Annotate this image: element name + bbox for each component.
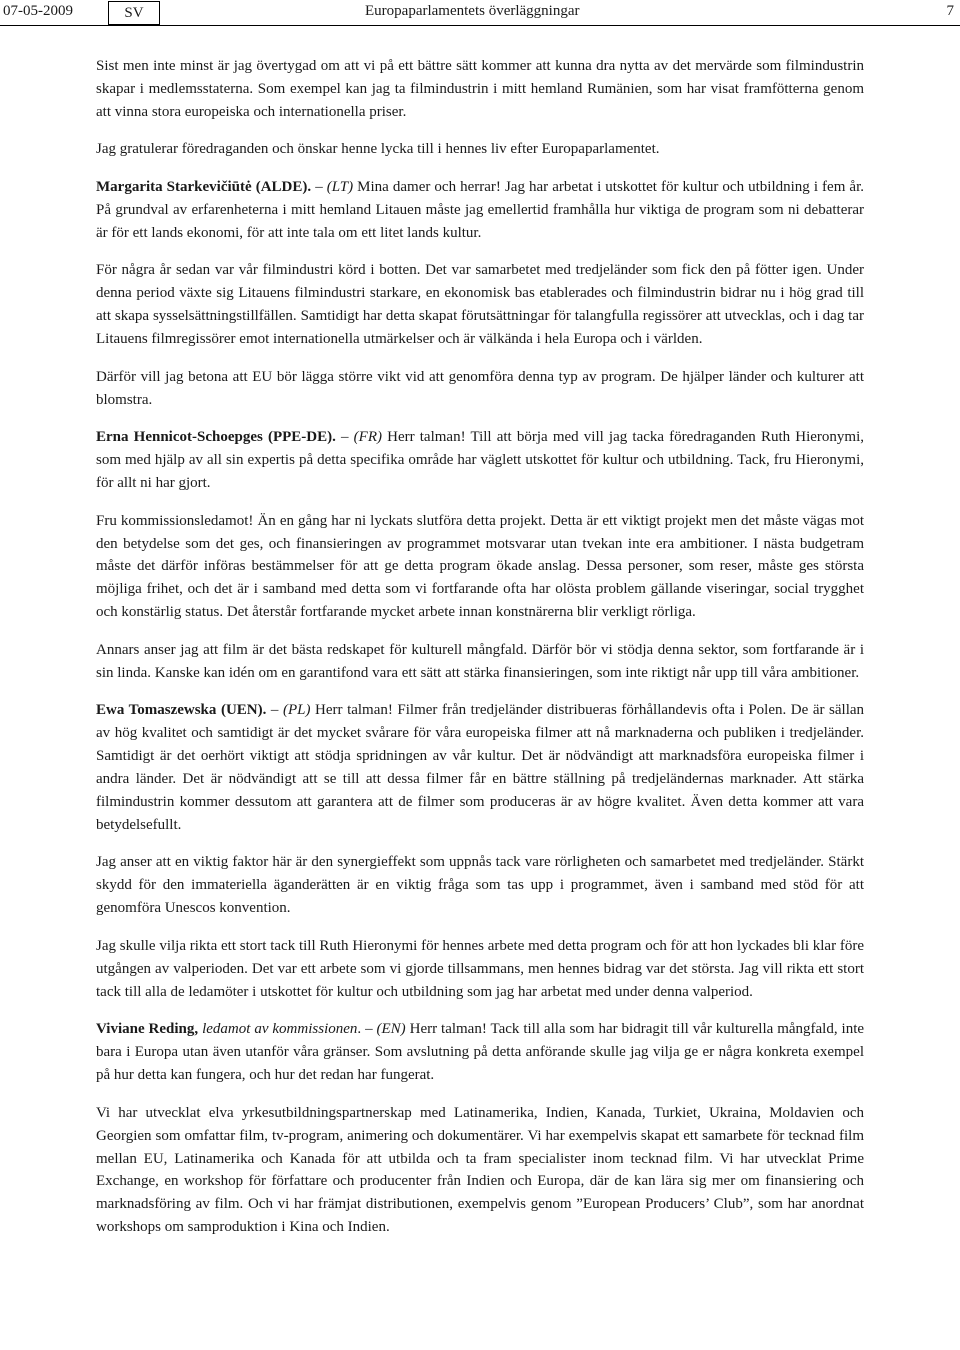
paragraph: För några år sedan var vår filmindustri körd i botten. Det var samarbetet med tredjeländer som fick den på fötter igen. Under denna period växte sig Litauens filmindustri starkare, en ekonomisk bas etablerades och filmindustrin bidrar nu i hög grad till att skapa sysselsättningstillfällen. Samtidigt har detta skapat förutsättningar för talangfulla regissörer att utvecklas, och i dag tar Litauens filmregissörer emot internationella utmärkelser och är välkända i hela Europa och i världen. [96, 262, 864, 348]
speech-paragraph: Ewa Tomaszewska (UEN). – (PL) Herr talman! Filmer från tredjeländer distribueras förhållandevis ofta i Polen. De är sällan av hög kvalitet och samtidigt är det mycket svårare för våra europeiska filmer att nå marknaderna och publiken i tredjeländer. Samtidigt är det oerhört viktigt att stödja spridningen av vår kultur. Det är nödvändigt att marknadsföra europeiska filmer i andra länder. Det är nödvändigt att se till att dessa filmer får en bättre ställning på tredjeländernas marknader. Att stärka filmindustrin kommer dessutom att garantera att de filmer som produceras är av högre kvalitet. Även detta kommer att vara betydelsefullt. [96, 702, 865, 833]
debate-text [96, 55, 864, 1239]
speaker-role: ledamot av kommissionen [198, 1021, 358, 1038]
speaker-name: Margarita Starkevičiūtė (ALDE). [96, 179, 312, 195]
paragraph: Annars anser jag att film är det bästa redskapet för kulturell mångfald. Därför bör vi stödja denna sektor, som fortfarande är i sin linda. Kanske kan idén om en garantifond vara ett sätt att stärka finansieringen, som inte riktigt når upp till våra ambitioner. [96, 641, 864, 681]
page-number: 7 [946, 3, 954, 19]
speaker-name: Ewa Tomaszewska (UEN). [96, 702, 267, 719]
header-title: Europaparlamentets överläggningar [365, 3, 580, 19]
speech-paragraph: Margarita Starkevičiūtė (ALDE). – (LT) Mina damer och herrar! Jag har arbetat i utskottet för kultur och utbildning i fem år. På grundval av erfarenheterna i mitt hemland Litauen måste jag emellertid framhålla hur viktiga de program som ni debatterar är för ett lands ekonomi, för att inte tala om ett litet lands kultur. [96, 179, 865, 241]
paragraph: Jag skulle vilja rikta ett stort tack till Ruth Hieronymi för hennes arbete med detta program och för att hon lyckades bli klar före utgången av valperioden. Det var ett arbete som vi gjorde tillsammans, men hennes bidrag var det största. Jag vill rikta ett stort tack till alla de ledamöter i utskottet för kultur och utbildning som jag har arbetat med under denna valperiod. [96, 937, 864, 1000]
paragraph: Jag gratulerar föredraganden och önskar henne lycka till i hennes liv efter Europaparlamentet. [96, 141, 660, 158]
paragraph: Jag anser att en viktig faktor här är den synergieffekt som uppnås tack vare rörligheten och samarbetet med tredjeländer. Stärkt skydd för den immateriella äganderätten är en viktig fråga som tas upp i programmet, även i samband med stöd för att genomföra Unescos konvention. [96, 854, 864, 917]
header-date: 07-05-2009 [3, 3, 73, 19]
speech-paragraph: Erna Hennicot-Schoepges (PPE-DE). – (FR) Herr talman! Till att börja med vill jag tacka föredraganden Ruth Hieronymi, som med hjälp av all sin expertis på detta specifika område har väglett utskottet för kultur och utbildning. Tack, fru Hieronymi, för allt ni har gjort. [96, 429, 864, 492]
speech-paragraph: Viviane Reding, ledamot av kommissionen. – (EN) Herr talman! Tack till alla som har bidragit till vår kulturella mångfald, inte bara i Europa utan även utanför våra gränser. Som avslutning på detta anförande skulle jag vilja ge er några konkreta exempel på hur detta kan fungera, och hur det redan har fungerat. [96, 1021, 865, 1084]
speaker-name: Viviane Reding, [96, 1021, 199, 1038]
paragraph: Sist men inte minst är jag övertygad om att vi på ett bättre sätt kommer att kunna dra nytta av det mervärde som filmindustrin skapar i medlemsstaterna. Som exempel kan jag ta filmindustrin i mitt hemland Rumänien, som har visat framfötterna genom att vinna stora europeiska och internationella priser. [96, 58, 864, 120]
paragraph: Fru kommissionsledamot! Än en gång har ni lyckats slutföra detta projekt. Detta är ett viktigt projekt men det måste vägas mot den betydelse som det ges, och finansieringen av programmet motsvarar utan tvekan inte era ambitioner. I nästa budgetram måste det därför införas bestämmelser för att ge detta program ökade anslag. Dessa personer, som reser, måste ges största möjliga frihet, och det är i samband med detta som vi fortfarande ofta har olösta problem gällande viseringar, social trygghet och konstärlig status. Det återstår fortfarande mycket arbete innan konstnärerna blir verkligt rörliga. [96, 512, 864, 621]
language-box: SV [108, 1, 160, 25]
language-code: (LT) [326, 179, 354, 195]
language-code: (FR) [353, 429, 382, 446]
page-header [0, 0, 960, 26]
language-code: (PL) [282, 702, 311, 719]
language-code: (EN) [376, 1021, 406, 1038]
paragraph: Därför vill jag betona att EU bör lägga större vikt vid att genomföra denna typ av program. De hjälper länder och kulturer att blomstra. [96, 368, 864, 408]
speaker-name: Erna Hennicot-Schoepges (PPE-DE). [96, 429, 336, 446]
paragraph: Vi har utvecklat elva yrkesutbildningspartnerskap med Latinamerika, Indien, Kanada, Turkiet, Ukraina, Moldavien och Georgien som omfattar film, tv-program, animering och dokumentärer. Vi har exempelvis skapat ett samarbete för tecknad film mellan EU, Latinamerika och Kanada för att utbilda och ta fram specialister inom tecknad film. Vi har utvecklat Prime Exchange, en workshop för författare och producenter från Indien och Europa, där de kan lära sig mer om finansiering och marknadsföring av film. Och vi har främjat distributionen, exempelvis genom ”European Producers’ Club”, som har anordnat workshops om samproduktion i Kina och Indien. [96, 1104, 864, 1236]
